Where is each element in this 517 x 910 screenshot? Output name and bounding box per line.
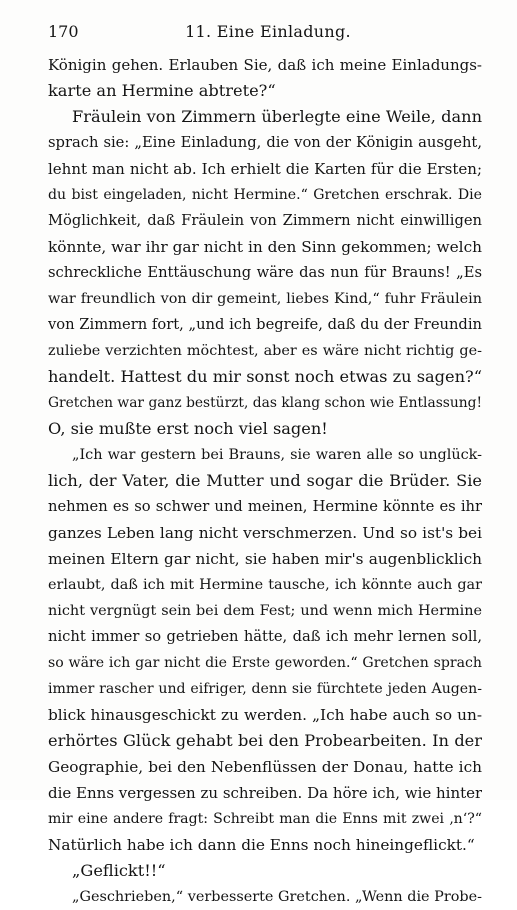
text-line: nicht vergnügt sein bei dem Fest; und wenn mich Hermine bbox=[48, 603, 482, 619]
text-line: könnte, war ihr gar nicht in den Sinn gekommen; welch bbox=[48, 238, 482, 256]
text-line: Geographie, bei den Nebenflüssen der Donau, hatte ich bbox=[48, 758, 482, 776]
page-header bbox=[48, 22, 488, 44]
text-line: sprach sie: „Eine Einladung, die von der Königin ausgeht, bbox=[48, 134, 482, 151]
text-line: nicht immer so getrieben hätte, daß ich mehr lernen soll, bbox=[48, 628, 482, 645]
text-line: erhörtes Glück gehabt bei den Probearbeiten. In der bbox=[48, 731, 482, 750]
text-line: war freundlich von dir gemeint, liebes Kind,“ fuhr Fräulein bbox=[48, 291, 482, 307]
text-line: handelt. Hattest du mir sonst noch etwas zu sagen?“ bbox=[48, 367, 482, 386]
page-number: 170 bbox=[48, 22, 79, 41]
text-line: erlaubt, daß ich mit Hermine tausche, ich könnte auch gar bbox=[48, 577, 482, 593]
text-line: meinen Eltern gar nicht, sie haben mir's augenblicklich bbox=[48, 550, 482, 568]
text-line: ganzes Leben lang nicht verschmerzen. Und so ist's bei bbox=[48, 524, 482, 542]
text-line: „Geflickt!!“ bbox=[72, 861, 166, 880]
text-line: Gretchen war ganz bestürzt, das klang schon wie Entlassung! bbox=[48, 395, 482, 411]
text-line: Möglichkeit, daß Fräulein von Zimmern nicht einwilligen bbox=[48, 212, 482, 229]
text-line: lich, der Vater, die Mutter und sogar die Brüder. Sie bbox=[48, 471, 482, 490]
text-line: lehnt man nicht ab. Ich erhielt die Karten für die Ersten; bbox=[48, 160, 482, 178]
text-line: „Geschrieben,“ verbesserte Gretchen. „Wenn die Probe- bbox=[72, 889, 482, 905]
text-line: karte an Hermine abtrete?“ bbox=[48, 81, 276, 100]
text-line: von Zimmern fort, „und ich begreife, daß du der Freundin bbox=[48, 316, 482, 333]
text-line: mir eine andere fragt: Schreibt man die Enns mit zwei ‚n‘?“ bbox=[48, 811, 482, 827]
text-line: Natürlich habe ich dann die Enns noch hineingeflickt.“ bbox=[48, 836, 475, 854]
text-line: die Enns vergessen zu schreiben. Da höre ich, wie hinter bbox=[48, 784, 482, 802]
body-text bbox=[48, 52, 482, 910]
text-line: nehmen es so schwer und meinen, Hermine könnte es ihr bbox=[48, 498, 482, 515]
text-line: zuliebe verzichten möchtest, aber es wäre nicht richtig ge- bbox=[48, 343, 482, 359]
text-line: so wäre ich gar nicht die Erste geworden.“ Gretchen sprach bbox=[48, 655, 482, 671]
text-line: Königin gehen. Erlauben Sie, daß ich meine Einladungs- bbox=[48, 56, 482, 74]
text-line: blick hinausgeschickt zu werden. „Ich habe auch so un- bbox=[48, 706, 482, 724]
text-line: Fräulein von Zimmern überlegte eine Weile, dann bbox=[72, 107, 482, 126]
text-line: „Ich war gestern bei Brauns, sie waren alle so unglück- bbox=[72, 447, 482, 463]
text-line: du bist eingeladen, nicht Hermine.“ Gretchen erschrak. Die bbox=[48, 187, 482, 203]
text-line: O, sie mußte erst noch viel sagen! bbox=[48, 419, 328, 438]
text-line: immer rascher und eifriger, denn sie fürchtete jeden Augen- bbox=[48, 681, 482, 697]
running-head: 11. Eine Einladung. bbox=[185, 22, 351, 41]
text-line: schreckliche Enttäuschung wäre das nun für Brauns! „Es bbox=[48, 264, 482, 281]
